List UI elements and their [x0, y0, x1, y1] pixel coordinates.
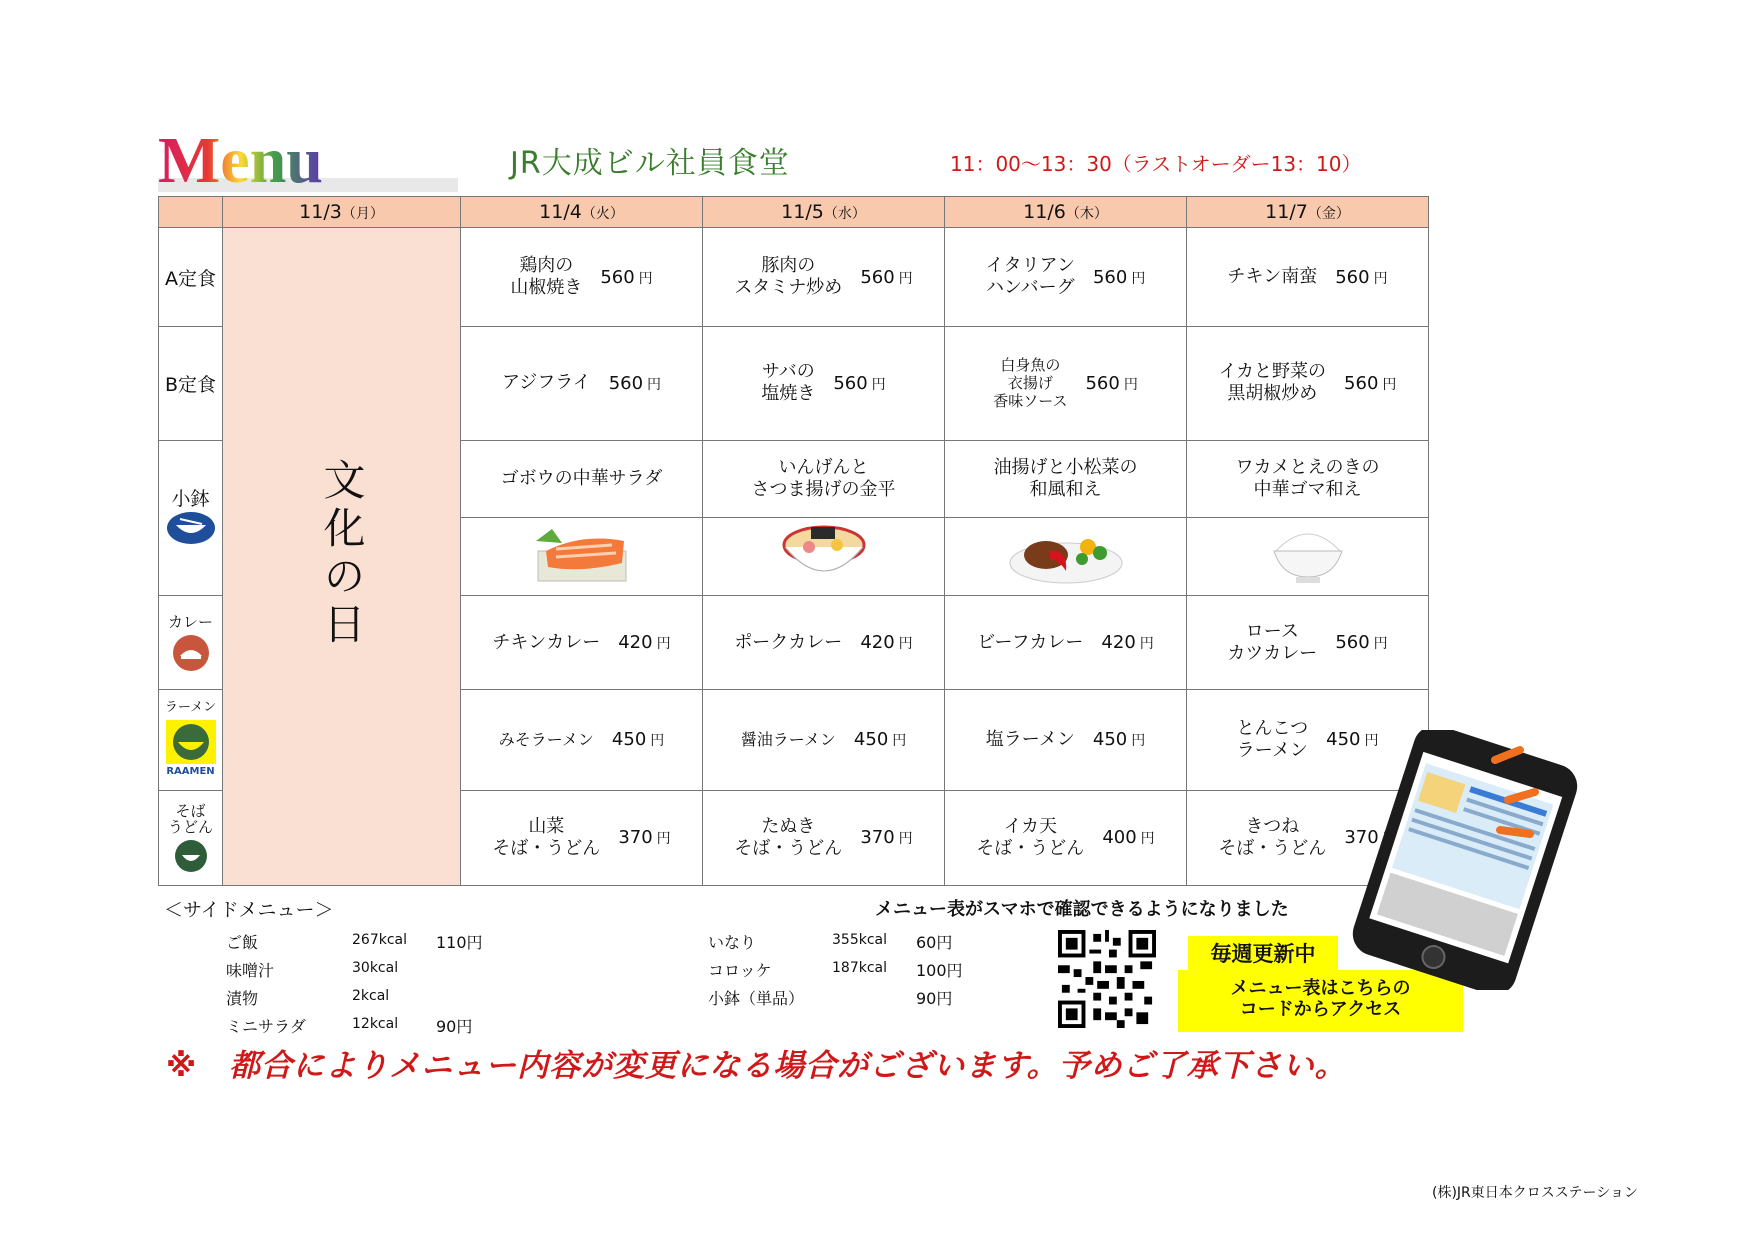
- row-label-ramen: ラーメン RAAMEN: [159, 689, 223, 790]
- menu-cell: ビーフカレー 420 円: [945, 596, 1187, 689]
- menu-cell: 醤油ラーメン 450 円: [703, 689, 945, 790]
- ramen-icon: [166, 720, 216, 764]
- side-item-name: 漬物: [226, 989, 259, 1008]
- menu-cell: みそラーメン 450 円: [461, 689, 703, 790]
- image-cell: [703, 517, 945, 596]
- date-header: 11/4（火）: [461, 197, 703, 228]
- side-item-name: ご飯: [226, 933, 259, 952]
- menu-cell: サバの 塩焼き 560 円: [703, 327, 945, 440]
- row-label-soba: そば うどん: [159, 790, 223, 885]
- menu-cell: イカと野菜の 黒胡椒炒め 560 円: [1187, 327, 1429, 440]
- menu-cell: ポークカレー 420 円: [703, 596, 945, 689]
- row-label-a: A定食: [159, 228, 223, 327]
- weekly-menu-table: [158, 196, 1429, 886]
- side-item-kcal: 2kcal: [352, 988, 390, 1004]
- menu-cell: チキンカレー 420 円: [461, 596, 703, 689]
- rice-bowl-illustration: [1268, 521, 1348, 587]
- menu-cell: アジフライ 560 円: [461, 327, 703, 440]
- date-header-row: [159, 197, 1429, 228]
- row-label-b: B定食: [159, 327, 223, 440]
- image-cell: [945, 517, 1187, 596]
- side-item-price: 110円: [436, 933, 483, 952]
- date-header: 11/7（金）: [1187, 197, 1429, 228]
- side-item-kcal: 12kcal: [352, 1016, 399, 1032]
- menu-logo: [158, 128, 468, 196]
- corner-cell: [159, 197, 223, 228]
- ramen-bowl-illustration: [779, 521, 869, 587]
- page-title: JR大成ビル社員食堂: [510, 146, 790, 181]
- menu-cell: いんげんと さつま揚げの金平: [703, 440, 945, 517]
- image-cell: [1187, 517, 1429, 596]
- menu-cell: イカ天 そば・うどん 400 円: [945, 790, 1187, 885]
- menu-cell: ゴボウの中華サラダ: [461, 440, 703, 517]
- menu-cell: ワカメとえのきの 中華ゴマ和え: [1187, 440, 1429, 517]
- date-header: 11/3（月）: [223, 197, 461, 228]
- qr-code-icon[interactable]: [1058, 930, 1156, 1028]
- menu-cell: 油揚げと小松菜の 和風和え: [945, 440, 1187, 517]
- menu-cell: 塩ラーメン 450 円: [945, 689, 1187, 790]
- menu-cell: きつね そば・うどん 370: [1187, 790, 1429, 885]
- side-item-kcal: 187kcal: [832, 960, 887, 976]
- change-notice: ※ 都合によりメニュー内容が変更になる場合がございます。予めご了承下さい。: [166, 1048, 1347, 1084]
- menu-cell: ロース カツカレー 560 円: [1187, 596, 1429, 689]
- date-header: 11/5（水）: [703, 197, 945, 228]
- menu-logo-text: Menu: [158, 128, 323, 196]
- row-label-curry: カレー: [159, 596, 223, 689]
- side-item-name: 味噌汁: [226, 961, 275, 980]
- holiday-name: 文化の日: [317, 458, 367, 650]
- kobachi-bowl-icon: [166, 511, 216, 545]
- side-item-price: 90円: [436, 1017, 473, 1036]
- menu-cell: とんこつ ラーメン 450 円: [1187, 689, 1429, 790]
- side-item-name: 小鉢（単品）: [708, 989, 805, 1008]
- side-item-price: 100円: [916, 961, 963, 980]
- row-a-set: [159, 228, 1429, 327]
- side-item-name: いなり: [708, 933, 757, 952]
- menu-cell: 鶏肉の 山椒焼き 560 円: [461, 228, 703, 327]
- holiday-cell: [223, 228, 461, 886]
- side-item-kcal: 355kcal: [832, 932, 887, 948]
- qr-caption: メニュー表がスマホで確認できるようになりました: [875, 899, 1289, 920]
- weekly-update-badge: 毎週更新中: [1188, 936, 1338, 970]
- soba-icon: [174, 839, 208, 873]
- side-item-name: コロッケ: [708, 961, 772, 980]
- ramen-icon-text: RAAMEN: [166, 765, 215, 777]
- smartphone-illustration: [1330, 730, 1600, 990]
- menu-cell: イタリアン ハンバーグ 560 円: [945, 228, 1187, 327]
- opening-hours: 11：00～13：30（ラストオーダー13：10）: [950, 152, 1362, 176]
- side-menu-heading: ＜サイドメニュー＞: [164, 899, 334, 921]
- image-cell: [461, 517, 703, 596]
- menu-cell: 白身魚の 衣揚げ 香味ソース 560 円: [945, 327, 1187, 440]
- side-item-kcal: 30kcal: [352, 960, 399, 976]
- menu-cell: チキン南蛮 560 円: [1187, 228, 1429, 327]
- menu-cell: たぬき そば・うどん 370 円: [703, 790, 945, 885]
- side-item-kcal: 267kcal: [352, 932, 407, 948]
- side-item-price: 60円: [916, 933, 953, 952]
- company-name: (株)JR東日本クロスステーション: [1432, 1185, 1638, 1201]
- menu-cell: 山菜 そば・うどん 370 円: [461, 790, 703, 885]
- side-item-name: ミニサラダ: [226, 1017, 306, 1036]
- date-header: 11/6（木）: [945, 197, 1187, 228]
- menu-cell: 豚肉の スタミナ炒め 560 円: [703, 228, 945, 327]
- curry-icon: [172, 634, 210, 672]
- salmon-illustration: [532, 521, 632, 587]
- hamburg-steak-illustration: [1006, 521, 1126, 587]
- access-note: メニュー表はこちらの コードからアクセス: [1178, 970, 1463, 1032]
- row-label-kobachi: 小鉢: [159, 440, 223, 596]
- side-item-price: 90円: [916, 989, 953, 1008]
